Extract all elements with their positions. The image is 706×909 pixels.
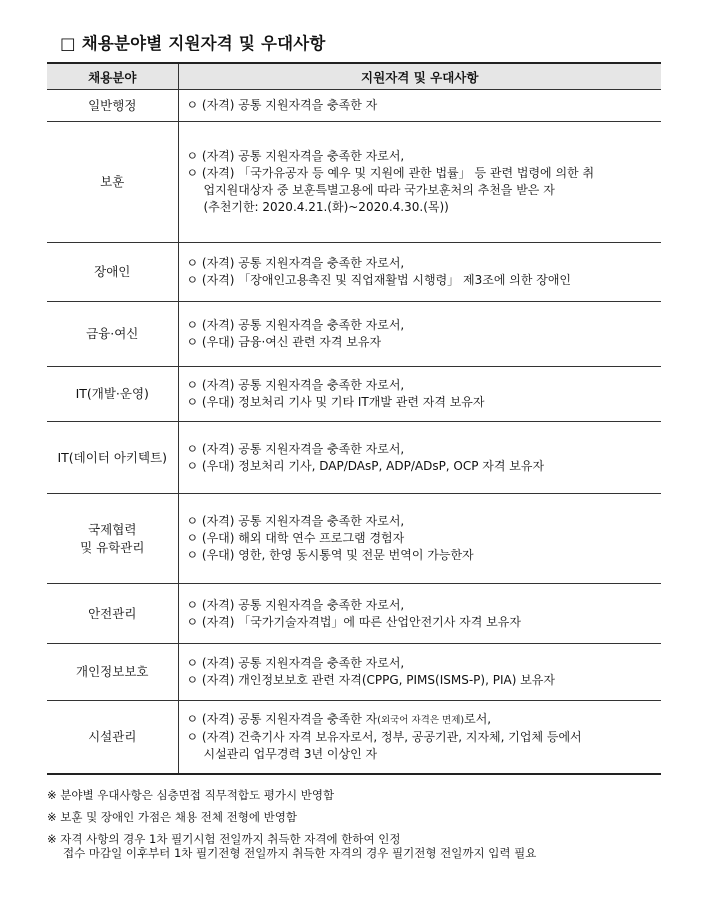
header-qualification: 지원자격 및 우대사항	[178, 63, 661, 90]
qualification-cell: ㅇ (자격) 공통 지원자격을 충족한 자(외국어 자격은 면제)로서, ㅇ (자격) 건축기사 자격 보유자로서, 정부, 공공기관, 지자체, 기업체 등에서 시설관리 업무경력 3년 이상인 자	[178, 701, 661, 774]
table-row	[47, 701, 661, 774]
qualification-cell: ㅇ (자격) 공통 지원자격을 충족한 자	[178, 90, 661, 122]
qualification-cell: ㅇ (자격) 공통 지원자격을 충족한 자로서, ㅇ (우대) 정보처리 기사 및 기타 IT개발 관련 자격 보유자	[178, 367, 661, 422]
field-cell: 일반행정	[47, 90, 178, 122]
qualification-cell: ㅇ (자격) 공통 지원자격을 충족한 자로서, ㅇ (자격) 「장애인고용촉진 및 직업재활법 시행령」 제3조에 의한 장애인	[178, 243, 661, 302]
footnote: ※ 분야별 우대사항은 심층면접 직무적합도 평가시 반영함	[47, 788, 335, 802]
qualification-cell: ㅇ (자격) 공통 지원자격을 충족한 자로서, ㅇ (자격) 「국가유공자 등 예우 및 지원에 관한 법률」 등 관련 법령에 의한 취 업지원대상자 중 보훈특별고용에 따라 국가보훈처의 추천을 받은 자 (추천기한: 2020.4.21.(화)~2020.4.30.(목))	[178, 122, 661, 243]
table-row	[47, 90, 661, 122]
qualification-cell: ㅇ (자격) 공통 지원자격을 충족한 자로서, ㅇ (우대) 해외 대학 연수 프로그램 경험자 ㅇ (우대) 영한, 한영 동시통역 및 전문 번역이 가능한자	[178, 494, 661, 584]
qualification-cell: ㅇ (자격) 공통 지원자격을 충족한 자로서, ㅇ (자격) 「국가기술자격법」에 따른 산업안전기사 자격 보유자	[178, 584, 661, 644]
qualification-cell: ㅇ (자격) 공통 지원자격을 충족한 자로서, ㅇ (자격) 개인정보보호 관련 자격(CPPG, PIMS(ISMS-P), PIA) 보유자	[178, 644, 661, 701]
qualification-table	[47, 62, 661, 775]
field-cell: 안전관리	[47, 584, 178, 644]
table-row	[47, 302, 661, 367]
field-cell: 국제협력 및 유학관리	[47, 494, 178, 584]
footnotes	[47, 788, 536, 860]
table-row	[47, 584, 661, 644]
field-cell: 금융·여신	[47, 302, 178, 367]
table-row	[47, 644, 661, 701]
qualification-cell: ㅇ (자격) 공통 지원자격을 충족한 자로서, ㅇ (우대) 금융·여신 관련 자격 보유자	[178, 302, 661, 367]
table-row	[47, 122, 661, 243]
field-cell: 보훈	[47, 122, 178, 243]
table-row	[47, 367, 661, 422]
footnote: ※ 보훈 및 장애인 가점은 채용 전체 전형에 반영함	[47, 810, 297, 824]
header-field: 채용분야	[47, 63, 178, 90]
field-cell: 개인정보보호	[47, 644, 178, 701]
table-row	[47, 243, 661, 302]
field-cell: 시설관리	[47, 701, 178, 774]
qualification-cell: ㅇ (자격) 공통 지원자격을 충족한 자로서, ㅇ (우대) 정보처리 기사, DAP/DAsP, ADP/ADsP, OCP 자격 보유자	[178, 422, 661, 494]
table-row	[47, 494, 661, 584]
field-cell: IT(데이터 아키텍트)	[47, 422, 178, 494]
field-cell: IT(개발·운영)	[47, 367, 178, 422]
page-title: □ 채용분야별 지원자격 및 우대사항	[60, 34, 326, 53]
table-header-row	[47, 63, 661, 90]
table-row	[47, 422, 661, 494]
field-cell: 장애인	[47, 243, 178, 302]
footnote: ※ 자격 사항의 경우 1차 필기시험 전일까지 취득한 자격에 한하여 인정 접수 마감일 이후부터 1차 필기전형 전일까지 취득한 자격의 경우 필기전형 전일까지 입력 필요	[47, 832, 537, 860]
